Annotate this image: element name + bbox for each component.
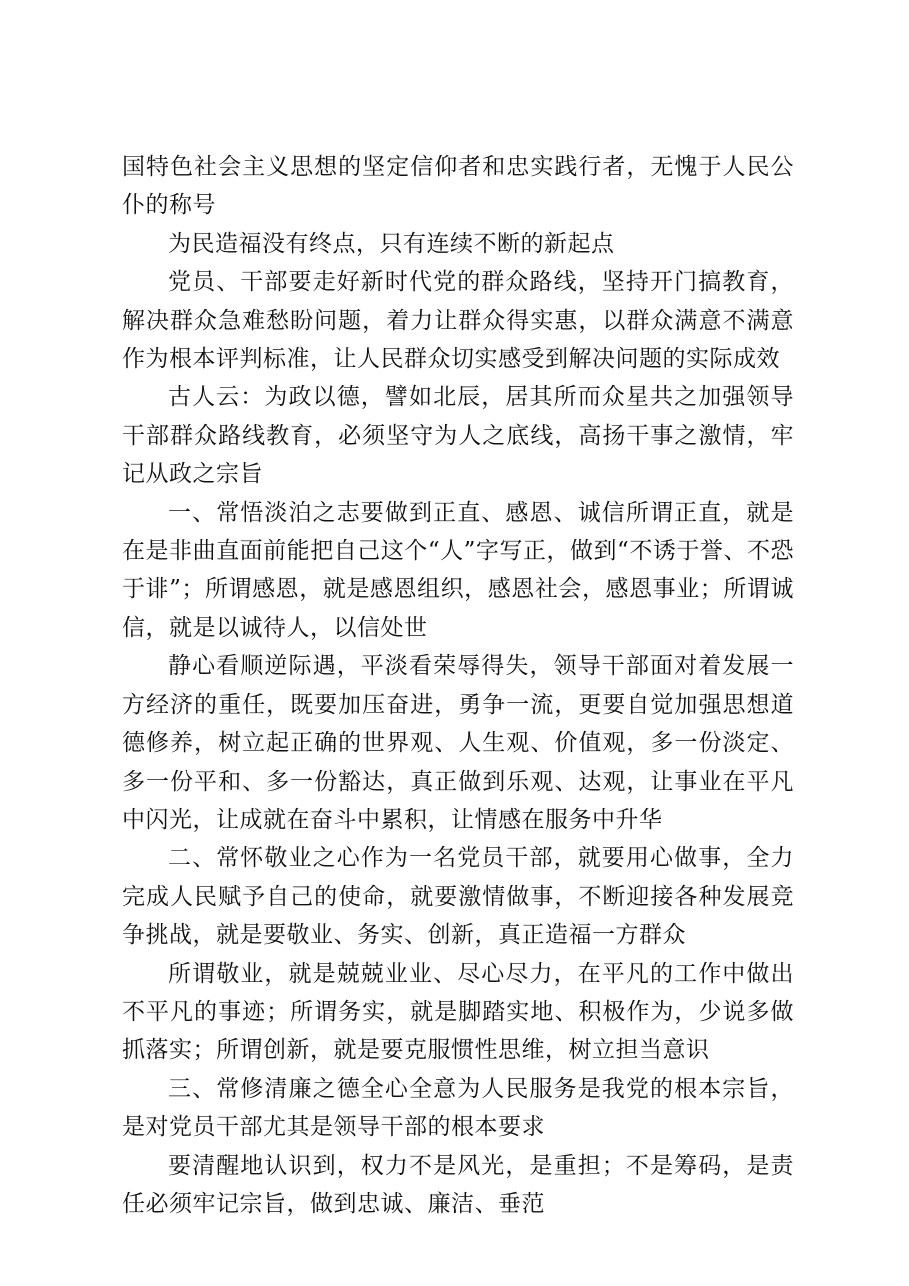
paragraph: 为民造福没有终点，只有连续不断的新起点 bbox=[168, 230, 615, 257]
paragraph: 古人云：为政以德，譬如北辰，居其所而众星共之加强领导干部群众路线教育，必须坚守为人之底线，高扬干事之激情，牢记从政之宗旨 bbox=[122, 384, 794, 488]
paragraph: 党员、干部要走好新时代党的群众路线，坚持开门搞教育，解决群众急难愁盼问题，着力让群众得实惠，以群众满意不满意作为根本评判标准，让人民群众切实感受到解决问题的实际成效 bbox=[122, 269, 794, 373]
document-body bbox=[122, 148, 794, 1223]
paragraph: 二、常怀敬业之心作为一名党员干部，就要用心做事，全力完成人民赋予自己的使命，就要激情做事，不断迎接各种发展竞争挑战，就是要敬业、务实、创新，真正造福一方群众 bbox=[122, 845, 794, 949]
paragraph: 所谓敬业，就是兢兢业业、尽心尽力，在平凡的工作中做出不平凡的事迹；所谓务实，就是脚踏实地、积极作为，少说多做抓落实；所谓创新，就是要克服惯性思维，树立担当意识 bbox=[122, 960, 794, 1064]
paragraph: 要清醒地认识到，权力不是风光，是重担；不是筹码，是责任必须牢记宗旨，做到忠诚、廉洁、垂范 bbox=[122, 1152, 794, 1217]
paragraph: 三、常修清廉之德全心全意为人民服务是我党的根本宗旨，是对党员干部尤其是领导干部的根本要求 bbox=[122, 1075, 794, 1141]
paragraph-continuation: 国特色社会主义思想的坚定信仰者和忠实践行者，无愧于人民公仆的称号 bbox=[122, 154, 794, 219]
paragraph: 一、常悟淡泊之志要做到正直、感恩、诚信所谓正直，就是在是非曲直面前能把自己这个“人”字写正，做到“不诱于誉、不恐于诽”；所谓感恩，就是感恩组织，感恩社会，感恩事业；所谓诚信，就是以诚待人，以信处世 bbox=[122, 499, 794, 641]
paragraph: 静心看顺逆际遇，平淡看荣辱得失，领导干部面对着发展一方经济的重任，既要加压奋进，勇争一流，更要自觉加强思想道德修养，树立起正确的世界观、人生观、价值观，多一份淡定、多一份平和、多一份豁达，真正做到乐观、达观，让事业在平凡中闪光，让成就在奋斗中累积，让情感在服务中升华 bbox=[122, 653, 794, 833]
